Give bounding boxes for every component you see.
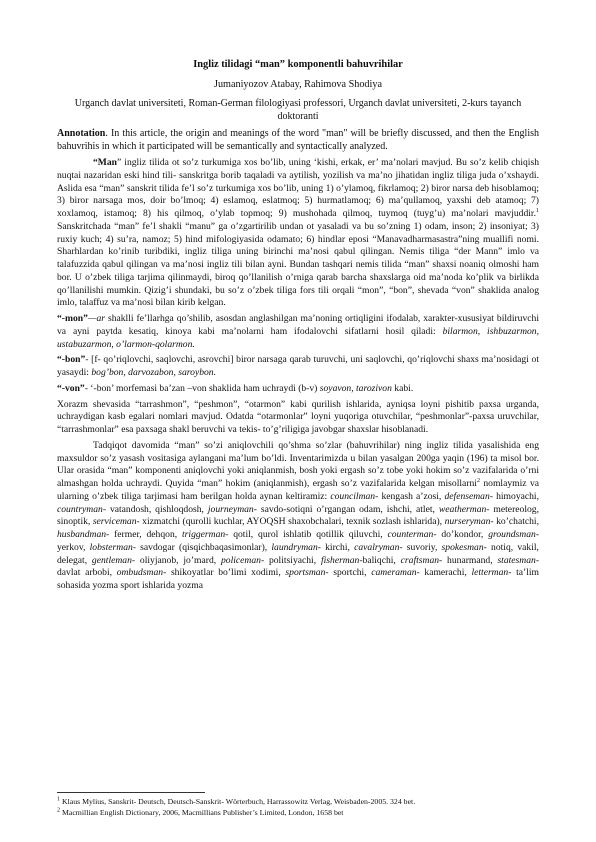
example-word: lobsterman bbox=[89, 541, 133, 553]
example-translation: - savdogar (qisqichbaqasimonlar), bbox=[132, 541, 272, 553]
example-word: ombudsman bbox=[116, 567, 164, 579]
example-word: cameraman bbox=[371, 567, 417, 579]
example-translation: - vatandosh, qishloqdosh, bbox=[102, 503, 208, 515]
paragraph-text: Sanskritchada “man” fe’l shakli “manu” ga o’zgartirilib undan ot yasaladi va bu so’zning 1) odam, inson; 2) insoniyat; 3) ruxiy kuch; 4) su’ra, namoz; 5) hind mifologiyasida odamato; 6) hindlar eposi “Manavadharmasastra”ning muallifi nomi. Sharhlardan ko’rinib turibdiki, ingliz tiliga uning birinchi ma’nosi qabul qilingan. Nemis tiliga “der Mann” imlo va talafuzzida qabul qilingan va ma’nosi ingliz tili bilan ayni. Bundan tashqari nemis tilida “man” shaxsi noaniq olmoshi ham bor. U o’zbek tiliga tarjima qilinmaydi, biroq qo’llanilish o’rniga qarab barcha shaxslarga oid ma’noda ko’plik va birlikda qo’llanilishi mumkin. Qizig’i shundaki, bu so’z o’zbek tiliga fors tili orqali “mon”, “bon”, shevada “von” shaklida analog imlo, talaffuz va ma’nosi bilan kirib kelgan. bbox=[57, 220, 539, 309]
example-word: journeyman bbox=[207, 503, 254, 515]
paragraph-text: kabi. bbox=[391, 382, 414, 394]
article-affiliation: Urganch davlat universiteti, Roman-German filologiyasi professori, Urganch davlat universiteti, 2-kurs tayanch doktoranti bbox=[74, 98, 522, 122]
examples-text: bog’bon, darvozabon, saroybon. bbox=[91, 367, 216, 378]
footnote-divider bbox=[57, 792, 205, 793]
article-authors: Jumaniyozov Atabay, Rahimova Shodiya bbox=[214, 79, 382, 90]
example-translation: - hunarmand, bbox=[439, 554, 498, 566]
example-translation: - xizmatchi (qurolli kuchlar, AYOQSH shaxobchalari, texnik sozlash ishlarida), bbox=[136, 516, 445, 528]
paragraph-mon-suffix bbox=[57, 313, 539, 351]
example-translation: - kirchi, bbox=[317, 541, 355, 553]
von-term: “-von” bbox=[57, 382, 85, 394]
example-translation: - savdo-sotiqni o’rgangan odam, ishchi, atlet, bbox=[253, 503, 439, 515]
example-word: laundryman bbox=[271, 541, 318, 553]
mon-term: “-mon” bbox=[57, 313, 88, 324]
paragraph-research bbox=[57, 440, 539, 593]
paragraph-khorezm-dialect: Xorazm shevasida “tarrashmon”, “peshmon”, “otarmon” kabi qurilish ishlarida, ayniqsa loyni pishitib paxsa urganda, uchraydigan kasb egalari nomlari mavjud. Odatda “otarmonlar” loyni yuqoriga otuvchilar, “peshmonlar”-paxsa uruvchilar, “tarrashmonlar” esa paxsaga shakl beruvchi va tekis- to’g’riligiga javobgar shaxslar hisoblanadi. bbox=[57, 398, 539, 435]
example-translation: - himoyachi, bbox=[489, 490, 539, 502]
example-translation: - kengash a’zosi, bbox=[375, 490, 445, 502]
example-word: counterman bbox=[387, 529, 434, 540]
example-translation: -baliqchi, bbox=[359, 554, 401, 566]
example-word: councilman bbox=[330, 490, 376, 502]
example-translation: - ta’lim sohasida yozma sport ishlarida yozma bbox=[57, 567, 539, 591]
footnote-number: 1 bbox=[57, 796, 60, 803]
footnote-number: 2 bbox=[57, 806, 60, 813]
man-term: “Man bbox=[93, 157, 117, 168]
paragraph-text: - [f- qo’riqlovchi, saqlovchi, asrovchi] biror narsaga qarab turuvchi, uni saqlovchi, qo’riqlovchi shaxs ma’nosidagi ot yasaydi: bbox=[57, 354, 539, 378]
example-word: statesman bbox=[497, 554, 536, 566]
example-translation: - notiq, vakil, delegat, bbox=[57, 541, 539, 566]
example-translation: - suvoriy, bbox=[399, 541, 442, 553]
example-translation: -yerkov, bbox=[57, 529, 540, 553]
example-word: sportsman bbox=[285, 567, 326, 579]
example-word: triggerman bbox=[182, 529, 226, 540]
example-word: fisherman bbox=[320, 554, 360, 566]
example-translation: - metereolog, sinoptik, bbox=[57, 503, 539, 528]
example-translation: - fermer, dehqon, bbox=[106, 529, 182, 540]
examples-text: soyavon, tarozivon bbox=[319, 382, 392, 394]
paragraph-text: - ‘-bon’ morfemasi ba’zan –von shaklida ham uchraydi (b-v) bbox=[84, 382, 320, 394]
example-word: groundsman bbox=[488, 529, 536, 540]
examples-text: bilarmon, ishbuzarmon, ustabuzarmon, o’larmon-qolarmon. bbox=[57, 325, 540, 350]
paragraph-text: nomlaymiz va ularning o’zbek tiliga tarjimasi ham berilgan holda aynan keltiramiz: bbox=[57, 478, 540, 502]
article-body bbox=[57, 58, 539, 596]
footnote-1 bbox=[57, 797, 539, 808]
example-word: weatherman bbox=[438, 503, 487, 515]
example-translation: - kamerachi, bbox=[416, 567, 472, 579]
footnote-2 bbox=[57, 808, 539, 819]
annotation-text: . In this article, the origin and meanings of the word "man" will be briefly discussed, and then the English bahuvrihis in which it participated will be semantically and syntactically analyzed. bbox=[57, 128, 539, 152]
example-word: gentleman bbox=[91, 554, 132, 566]
annotation-label: Annotation bbox=[57, 128, 106, 139]
paragraph-man-origin bbox=[57, 157, 539, 310]
article-title: Ingliz tilidagi “man” komponentli bahuvrihilar bbox=[193, 59, 403, 70]
example-translation: - shikoyatlar bo’limi xodimi, bbox=[163, 567, 286, 579]
example-word: cavalryman bbox=[354, 541, 400, 553]
example-translation: - oliyjanob, jo’mard, bbox=[131, 554, 221, 566]
example-translation: - sportchi, bbox=[325, 567, 372, 579]
ar-suffix: —ar bbox=[87, 313, 105, 324]
example-word: spokesman bbox=[441, 541, 484, 553]
example-translation: - politsiyachi, bbox=[260, 554, 321, 566]
paragraph-text: shaklli fe’llarhga qo’shilib, asosdan anglashilgan ma’noning ortiqligini ifodalab, xarakter-xususiyat bildiruvchi va ayni paytda kesatiq, kinoya kabi ma’nolarni ham ifodalovchi sifatlarni hosil qiladi: bbox=[57, 313, 539, 337]
footnote-text: Macmillian English Dictionary, 2006, Macmillians Publisher’s Limited, London, 1658 bet bbox=[60, 807, 344, 817]
footnote-ref-2[interactable]: 2 bbox=[476, 477, 480, 484]
example-word: nurseryman bbox=[444, 516, 491, 528]
example-word: policeman bbox=[220, 554, 261, 566]
example-word: husbandman bbox=[57, 529, 107, 540]
example-word: defenseman bbox=[444, 490, 490, 502]
example-word: craftsman bbox=[400, 554, 440, 566]
example-translation: - qotil, qurol ishlatib qotillik qiluvchi, bbox=[225, 529, 388, 540]
example-word: letterman bbox=[471, 567, 509, 579]
example-translation: - davlat arbobi, bbox=[57, 554, 540, 579]
example-translation: - ko’chatchi, bbox=[490, 516, 539, 528]
bon-term: “-bon” bbox=[57, 354, 86, 366]
example-translation: - do’kondor, bbox=[433, 529, 489, 540]
annotation-paragraph bbox=[57, 127, 539, 153]
paragraph-text: ” ingliz tilida ot so’z turkumiga xos bo’lib, uning ‘kishi, erkak, er’ ma’nolari mavjud. Bu so’z kelib chiqish nuqtai nazaridan eski hind tili- sanskritga borib taqaladi va aytilish, yozilish va ma’no jihatidan ingliz tiliga juda o’xshaydi. Aslida esa “man” sanskrit tilida fe’l so’z turkumiga xos bo’lib, uning 1) o’ylamoq, fikrlamoq; 2) biror narsa deb hisoblamoq; 3) biror narsaga mos, doir bo’lmoq; 4) eslamoq, eslatmoq; 5) hurmatlamoq; 6) ma’qullamoq, yaxshi deb atamoq; 7) xoxlamoq, istamoq; 8) his qilmoq, o’ylab topmoq; 9) mushohada qilmoq, tuymoq (tuyg’u) ma’nolari mavjuddir. bbox=[57, 157, 539, 219]
footnote-text: Klaus Mylius, Sanskrit- Deutsch, Deutsch-Sanskrit- Wörterbuch, Harrassowitz Verlag, Weisbaden-2005. 324 bet. bbox=[60, 797, 416, 806]
example-word: countryman bbox=[57, 503, 103, 515]
example-word-list bbox=[57, 491, 539, 591]
paragraph-bon-suffix bbox=[57, 354, 539, 380]
example-word: serviceman bbox=[92, 516, 137, 528]
footnote-ref-1[interactable]: 1 bbox=[536, 207, 539, 214]
paragraph-von-suffix bbox=[57, 383, 539, 396]
footnotes bbox=[57, 797, 539, 818]
paragraph-text: Tadqiqot davomida “man” so’zi aniqlovchili qo’shma so’zlar (bahuvrihilar) ning ingliz tilida yasalishida eng maxsuldor so’z yasash vositasiga aylangani ma’lum bo’ldi. Inventarimizda u bilan yasalgan 200ga yaqin (196) ta misol bor. Ular orasida “man” komponenti aniqlovchi yoki aniqlanmish, bosh yoki ergash so’z tobe yoki hokim so’z vazifalarida o’rni almashgan holda uchraydi. Quyida “man” hokim (aniqlanmish), ergash so’z vazifalarida kelgan misollarni bbox=[57, 439, 539, 489]
